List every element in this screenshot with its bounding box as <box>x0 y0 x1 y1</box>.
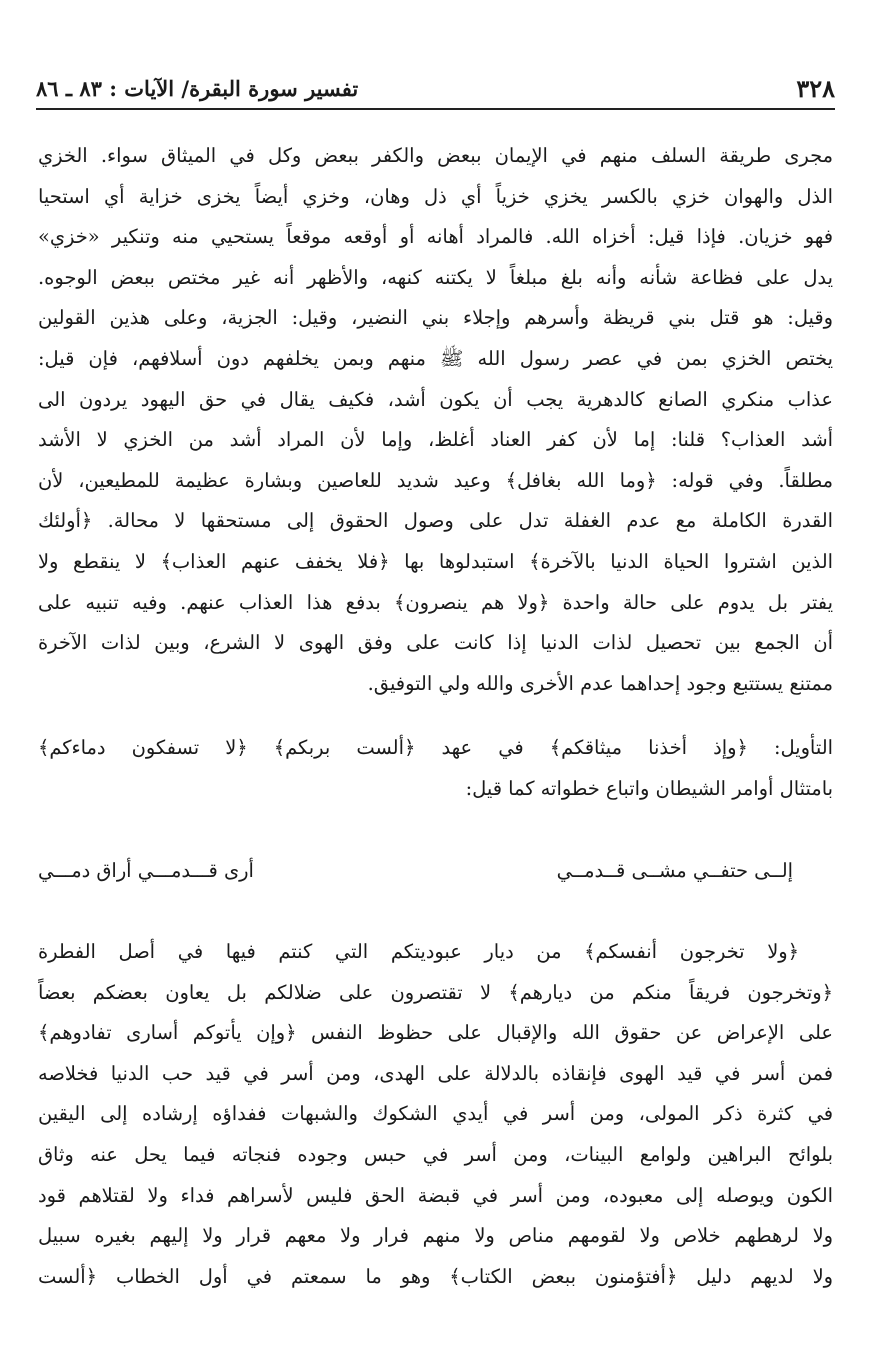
text-line: عذاب منكري الصانع كالدهرية يجب أن يكون أشد، فكيف يقال في حق اليهود يردون الى <box>38 387 833 411</box>
text-line: فهو خزيان. فإذا قيل: أخزاه الله. فالمراد أهانه أو أوقعه موقعاً يستحيي منه وتنكير «خزي» <box>38 225 833 249</box>
text-line: على الإعراض عن حقوق الله والإقبال على حظوظ النفس ﴿وإن يأتوكم أسارى تفادوهم﴾ <box>38 1021 833 1045</box>
text-line: وقيل: هو قتل بني قريظة وأسرهم وإجلاء بني النضير، وقيل: الجزية، وعلى هذين القولين <box>38 306 833 330</box>
text-line: الذين اشتروا الحياة الدنيا بالآخرة﴾ استبدلوها بها ﴿فلا يخفف عنهم العذاب﴾ لا ينقطع ولا <box>38 549 833 573</box>
text-line: ولا لديهم دليل ﴿أفتؤمنون ببعض الكتاب﴾ وهو ما سمعتم في أول الخطاب ﴿ألست <box>38 1264 833 1288</box>
tawil-paragraph <box>38 728 833 809</box>
text-line: الكون ويوصله إلى معبوده، ومن أسر في قبضة الحق فليس لأسراهم فداء ولا لقتلاهم قود <box>38 1183 833 1207</box>
text-line: يدل على فظاعة شأنه وأنه بلغ مبلغاً لا يكتنه كنهه، والأظهر أنه غير مختص ببعض الوجوه. <box>38 265 833 289</box>
text-line: القدرة الكاملة مع عدم الغفلة تدل على وصول الحقوق إلى مستحقها لا محالة. ﴿أولئك <box>38 509 833 533</box>
poem-second-hemistich: أرى قـــدمـــي أراق دمـــي <box>38 858 254 882</box>
text-line: ﴿ولا تخرجون أنفسكم﴾ من ديار عبوديتكم التي كنتم فيها في أصل الفطرة <box>38 940 799 963</box>
text-line: أن الجمع بين تحصيل لذات الدنيا إذا كانت على وفق الهوى لا الشرع، وبين لذات الآخرة <box>38 631 833 655</box>
text-line: بامتثال أوامر الشيطان واتباع خطواته كما قيل: <box>465 776 833 800</box>
text-line: التأويل: ﴿وإذ أخذنا ميثاقكم﴾ في عهد ﴿ألست بربكم﴾ ﴿لا تسفكون دماءكم﴾ <box>38 736 833 759</box>
text-line: أشد العذاب؟ قلنا: إما لأن كفر العناد أغلظ، وإما لأن المراد أشد من الخزي لا الأشد <box>38 428 833 452</box>
text-line: ممتنع يستتبع وجود إحداهما عدم الأخرى والله ولي التوفيق. <box>367 671 833 695</box>
text-line: مجرى طريقة السلف منهم في الإيمان ببعض والكفر ببعض وكل في الميثاق سواء. الخزي <box>38 144 833 167</box>
text-line: ولا لرهطهم خلاص ولا لقومهم مناص ولا منهم فرار ولا معهم قرار ولا إليهم بغيره سبيل <box>38 1224 833 1248</box>
page-number: ٣٢٨ <box>796 73 835 103</box>
page-header <box>36 68 835 110</box>
text-line: بلوائح البراهين ولوامع البينات، ومن أسر في حبس وجوده فنجاته فيما يحل عنه وثاق <box>38 1142 833 1166</box>
poem-verse <box>38 848 793 892</box>
text-line: يفتر بل يدوم على حالة واحدة ﴿ولا هم ينصرون﴾ بدفع هذا العذاب عنهم. وفيه تنبيه على <box>38 590 833 614</box>
text-line: يختص الخزي بمن في عصر رسول الله ﷺ منهم وبمن يخلفهم دون أسلافهم، فإن قيل: <box>38 346 833 370</box>
text-line: ﴿وتخرجون فريقاً منكم من ديارهم﴾ لا تقتصرون على ضلالكم بل يعاون بعضكم بعضاً <box>38 980 833 1004</box>
running-title: تفسير سورة البقرة/ الآيات : ٨٣ ـ ٨٦ <box>36 75 359 101</box>
text-line: الذل والهوان خزي بالكسر يخزي خزياً أي ذل وهان، وخزي أيضاً يخزى خزاية أي استحيا <box>38 184 833 208</box>
text-line: فمن أسر في قيد الهوى فإنقاذه بالدلالة على الهدى، ومن أسر في قيد حب الدنيا فخلاصه <box>38 1061 833 1085</box>
text-line: مطلقاً. وفي قوله: ﴿وما الله بغافل﴾ وعيد شديد للعاصين وبشارة عظيمة للمطيعين، لأن <box>38 468 833 492</box>
poem-first-hemistich: إلــى حتفــي مشــى قــدمــي <box>556 858 793 882</box>
text-line: في كثرة ذكر المولى، ومن أسر في أيدي الشكوك والشبهات ففداؤه إرشاده إلى اليقين <box>38 1102 833 1126</box>
tafsir-paragraph <box>38 136 833 704</box>
commentary-paragraph <box>38 932 833 1297</box>
